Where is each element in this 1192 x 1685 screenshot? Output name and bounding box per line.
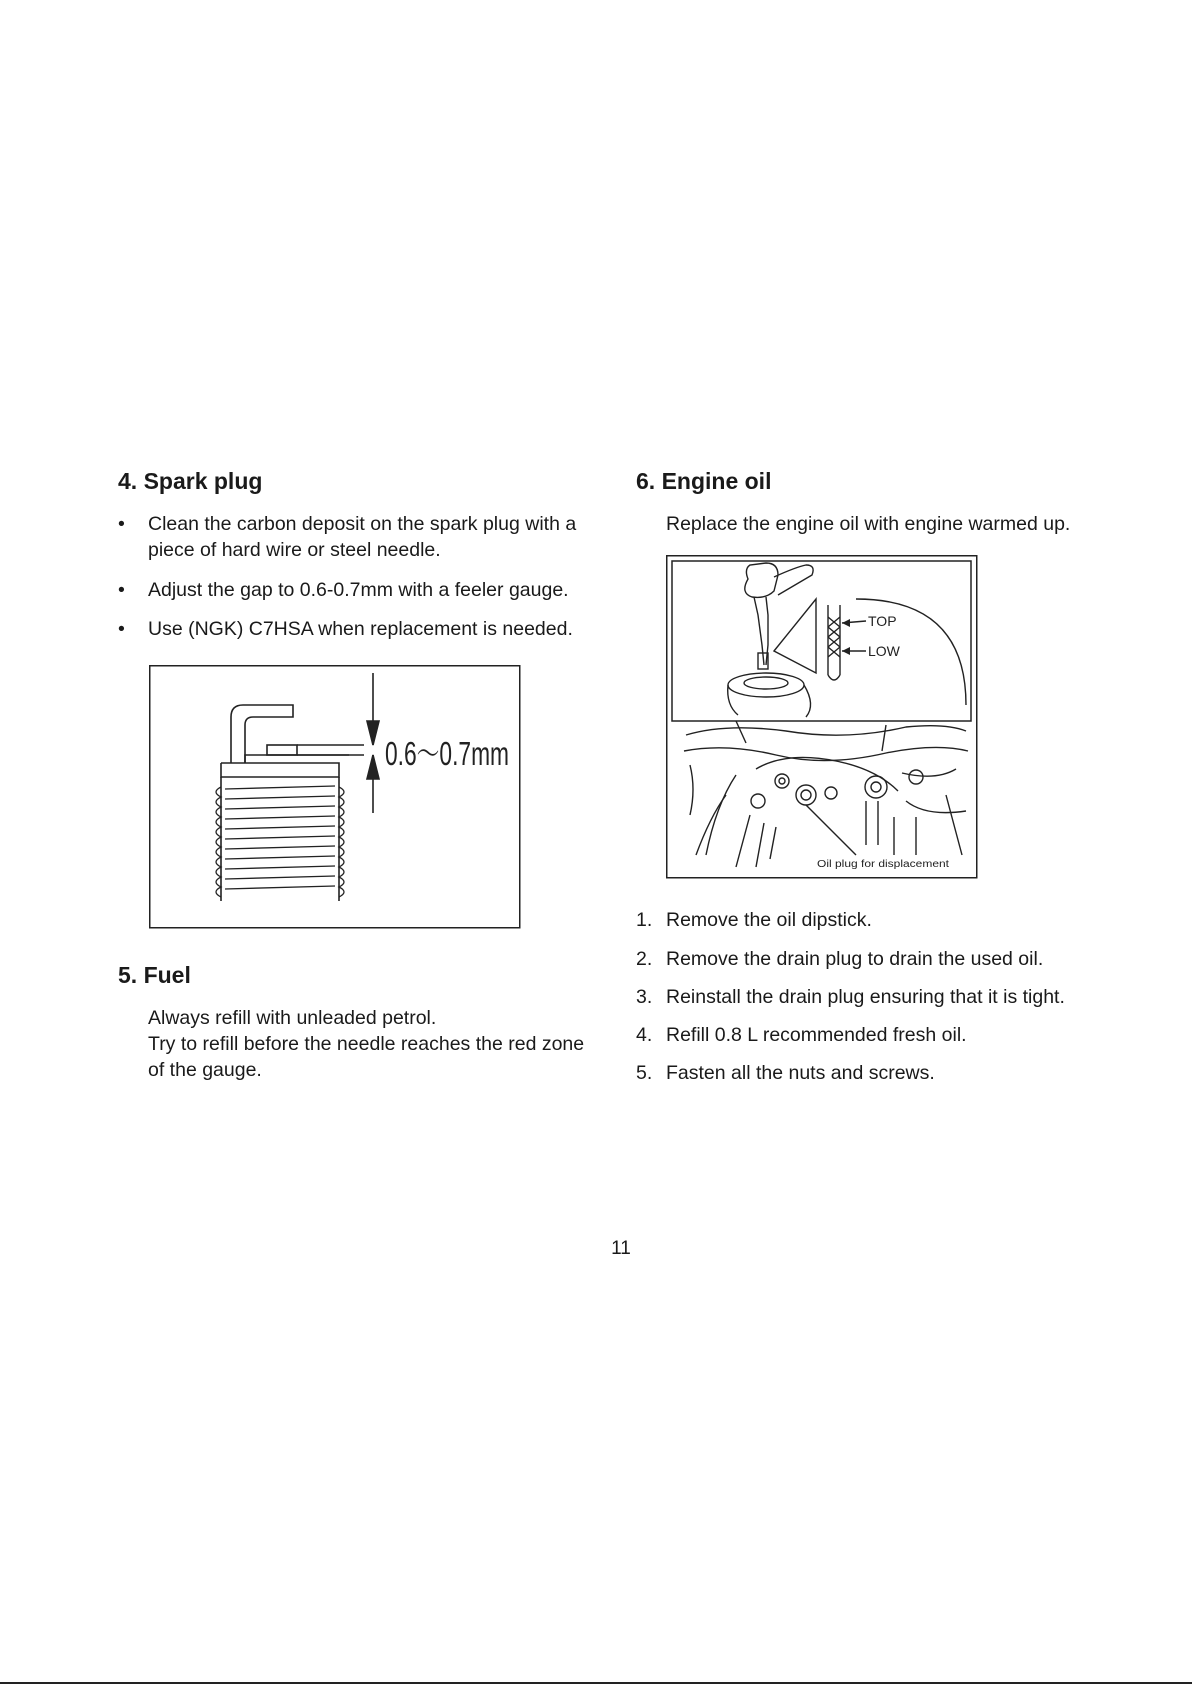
list-item xyxy=(636,907,1136,935)
engine-oil-intro: Replace the engine oil with engine warmed up. xyxy=(666,513,1071,535)
step-number: 3. xyxy=(636,986,653,1008)
list-item xyxy=(636,1022,1136,1050)
list-item-text: Clean the carbon deposit on the spark plug with a piece of hard wire or steel needle. xyxy=(148,513,577,561)
list-item-text: Use (NGK) C7HSA when replacement is needed. xyxy=(148,618,573,640)
fuel-heading: 5. Fuel xyxy=(118,962,191,988)
page-number: 11 xyxy=(611,1238,631,1259)
low-mark-label: LOW xyxy=(868,643,900,659)
step-number: 1. xyxy=(636,909,653,931)
gap-label: 0.6～0.7mm xyxy=(385,735,509,772)
list-item xyxy=(118,616,618,644)
list-item xyxy=(636,1060,1136,1088)
bullet: • xyxy=(118,579,125,601)
oil-plug-label: Oil plug for displacement xyxy=(817,859,950,870)
list-item xyxy=(636,984,1136,1012)
step-number: 4. xyxy=(636,1024,653,1046)
page-bottom-rule xyxy=(0,1682,1192,1684)
fuel-line: Try to refill before the needle reaches the red zone of the gauge. xyxy=(148,1033,585,1081)
step-number: 2. xyxy=(636,948,653,970)
engine-oil-figure xyxy=(666,555,978,879)
step-number: 5. xyxy=(636,1062,653,1084)
top-mark-label: TOP xyxy=(868,613,897,629)
bullet: • xyxy=(118,513,125,535)
step-text: Reinstall the drain plug ensuring that it is tight. xyxy=(666,986,1065,1008)
fuel-line: Always refill with unleaded petrol. xyxy=(148,1007,437,1029)
spark-plug-figure xyxy=(149,665,521,929)
bullet: • xyxy=(118,618,125,640)
spark-plug-heading: 4. Spark plug xyxy=(118,468,263,494)
list-item xyxy=(636,946,1136,974)
list-item xyxy=(118,511,618,565)
step-text: Fasten all the nuts and screws. xyxy=(666,1062,935,1084)
step-text: Remove the drain plug to drain the used oil. xyxy=(666,948,1044,970)
list-item xyxy=(118,577,618,605)
fuel-paragraph xyxy=(148,1005,588,1083)
engine-oil-heading: 6. Engine oil xyxy=(636,468,772,494)
step-text: Remove the oil dipstick. xyxy=(666,909,872,931)
list-item-text: Adjust the gap to 0.6-0.7mm with a feeler gauge. xyxy=(148,579,569,601)
step-text: Refill 0.8 L recommended fresh oil. xyxy=(666,1024,967,1046)
